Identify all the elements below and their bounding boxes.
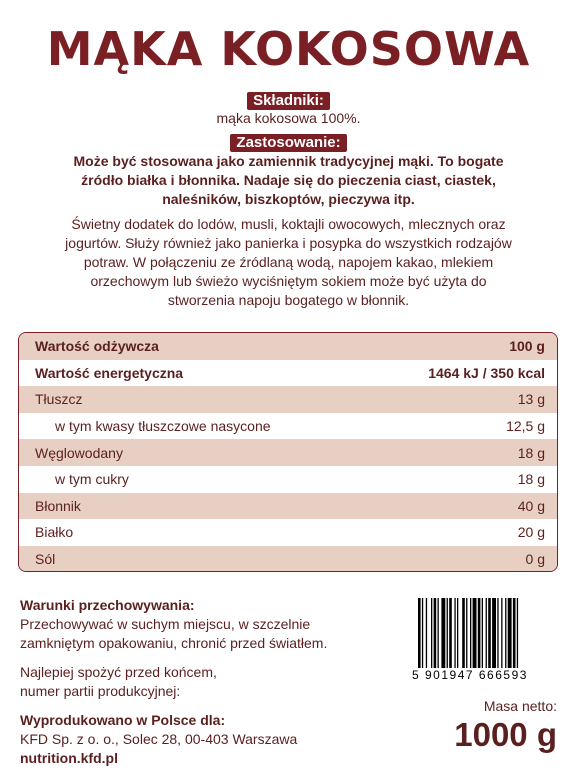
nutrient-label: Tłuszcz: [35, 391, 83, 408]
usage-line: orzechowym lub świeżo wyciśniętym sokiem może być użyta do: [90, 273, 487, 289]
product-title: MĄKA KOKOSOWA: [46, 22, 531, 76]
nutrient-label: w tym kwasy tłuszczowe nasycone: [55, 418, 271, 435]
table-row: [19, 413, 557, 440]
ingredients-text: mąka kokosowa 100%.: [216, 110, 361, 126]
producer-label: Wyprodukowano w Polsce dla:: [20, 712, 226, 728]
nutrient-label: Wartość energetyczna: [35, 364, 184, 381]
nutrient-value: 40 g: [517, 497, 545, 514]
storage-line: Przechowywać w suchym miejscu, w szczelnie: [20, 616, 311, 632]
nutrient-value: 12,5 g: [506, 418, 545, 435]
usage-bold-line: naleśników, biszkoptów, pieczywa itp.: [162, 191, 415, 207]
nutrient-label: Sól: [35, 551, 56, 568]
barcode-number: 5 901947 666593: [412, 668, 528, 682]
table-row: [19, 519, 557, 546]
producer-website: nutrition.kfd.pl: [20, 750, 118, 766]
nutrient-label: Węglowodany: [35, 444, 123, 461]
best-before-line: Najlepiej spożyć przed końcem,: [20, 664, 217, 680]
nutrient-value: 100 g: [509, 338, 545, 355]
nutrient-label: Błonnik: [35, 497, 81, 514]
nutrient-value: 0 g: [525, 551, 545, 568]
usage-line: jogurtów. Służy również jako panierka i posypka do wszystkich rodzajów: [65, 235, 512, 251]
storage-label: Warunki przechowywania:: [20, 597, 195, 613]
ingredients-label: Składniki:: [247, 92, 330, 110]
barcode-image: [418, 598, 558, 668]
table-row: [19, 493, 557, 520]
nutrition-table: [18, 332, 558, 572]
table-row: [19, 360, 557, 387]
usage-line: stworzenia napoju bogatego w błonnik.: [167, 292, 410, 308]
nutrient-value: 13 g: [517, 391, 545, 408]
usage-line: Świetny dodatek do lodów, musli, koktajli owocowych, mlecznych oraz: [71, 216, 506, 232]
usage-bold-line: źródło białka i błonnika. Nadaje się do pieczenia ciast, ciastek,: [81, 172, 496, 188]
table-row: [19, 546, 557, 572]
usage-label: Zastosowanie:: [230, 134, 346, 152]
table-row: [19, 466, 557, 493]
usage-bold-paragraph: [24, 152, 553, 209]
usage-section: [0, 134, 577, 152]
nutrient-value: 18 g: [517, 471, 545, 488]
net-weight-label: Masa netto:: [483, 698, 557, 714]
net-weight-value: 1000 g: [454, 716, 557, 753]
table-row: [19, 439, 557, 466]
ingredients-section: [0, 92, 577, 110]
nutrient-label: Białko: [35, 524, 74, 541]
usage-line: potraw. W połączeniu ze źródlaną wodą, napojem kakao, mlekiem: [83, 254, 494, 270]
nutrient-value: 18 g: [517, 444, 545, 461]
nutrient-label: w tym cukry: [55, 471, 129, 488]
producer-address: KFD Sp. z o. o., Solec 28, 00-403 Warszawa: [20, 731, 298, 747]
nutrient-label: Wartość odżywcza: [35, 338, 159, 355]
usage-paragraph: [24, 215, 553, 310]
storage-line: zamkniętym opakowaniu, chronić przed światłem.: [20, 635, 328, 651]
table-row: [19, 386, 557, 413]
nutrient-value: 20 g: [517, 524, 545, 541]
nutrient-value: 1464 kJ / 350 kcal: [428, 364, 545, 381]
best-before-line: numer partii produkcyjnej:: [20, 683, 181, 699]
footer-info: [20, 596, 400, 768]
table-row: [19, 333, 557, 360]
usage-bold-line: Może być stosowana jako zamiennik tradycyjnej mąki. To bogate: [73, 153, 504, 169]
